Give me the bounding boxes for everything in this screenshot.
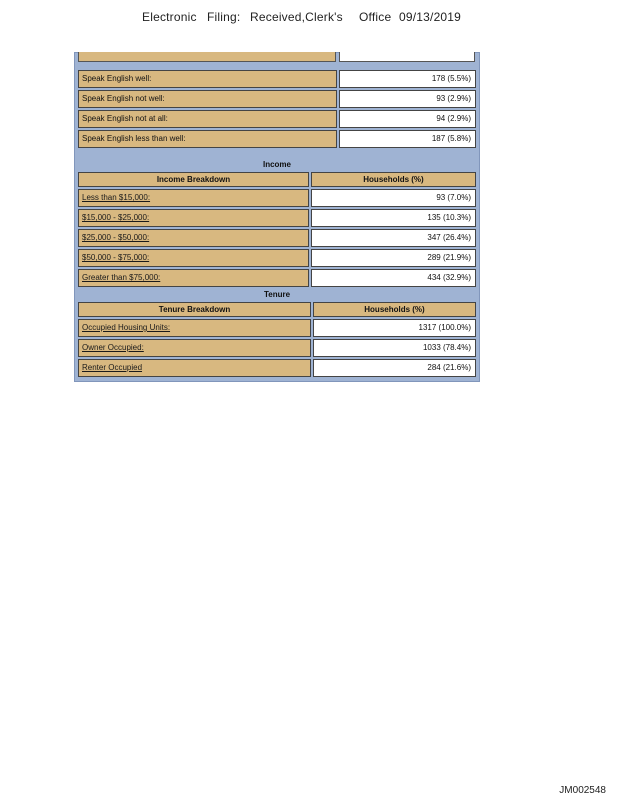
language-value: 178 (5.5%) — [339, 70, 476, 88]
tenure-value: 1317 (100.0%) — [313, 319, 476, 337]
clipped-row — [78, 52, 476, 63]
income-link[interactable]: Greater than $75,000: — [78, 269, 309, 287]
tenure-link[interactable]: Owner Occupied: — [78, 339, 311, 357]
tenure-value: 1033 (78.4%) — [313, 339, 476, 357]
income-value: 289 (21.9%) — [311, 249, 476, 267]
header-office: Office — [359, 10, 392, 24]
income-value: 135 (10.3%) — [311, 209, 476, 227]
header-date: 09/13/2019 — [399, 10, 462, 24]
language-value: 94 (2.9%) — [339, 110, 476, 128]
clipped-row-value — [339, 52, 475, 62]
tenure-value: 284 (21.6%) — [313, 359, 476, 377]
header-electronic: Electronic — [142, 10, 197, 24]
header-filing: Filing: — [207, 10, 241, 24]
language-label: Speak English not well: — [78, 90, 337, 108]
language-label: Speak English well: — [78, 70, 337, 88]
income-link[interactable]: $50,000 - $75,000: — [78, 249, 309, 267]
language-label: Speak English less than well: — [78, 130, 337, 148]
income-value: 434 (32.9%) — [311, 269, 476, 287]
tenure-breakdown-header: Tenure Breakdown — [78, 302, 311, 317]
income-breakdown-header: Income Breakdown — [78, 172, 309, 187]
tenure-section-title: Tenure — [263, 290, 291, 299]
income-link[interactable]: Less than $15,000: — [78, 189, 309, 207]
language-label: Speak English not at all: — [78, 110, 337, 128]
income-section-title: Income — [262, 160, 291, 169]
tenure-link[interactable]: Renter Occupied — [78, 359, 311, 377]
tenure-link[interactable]: Occupied Housing Units: — [78, 319, 311, 337]
income-households-header: Households (%) — [311, 172, 476, 187]
income-link[interactable]: $25,000 - $50,000: — [78, 229, 309, 247]
language-value: 187 (5.8%) — [339, 130, 476, 148]
income-value: 347 (26.4%) — [311, 229, 476, 247]
header-received: Received,Clerk's — [250, 10, 343, 24]
language-value: 93 (2.9%) — [339, 90, 476, 108]
tenure-households-header: Households (%) — [313, 302, 476, 317]
income-value: 93 (7.0%) — [311, 189, 476, 207]
income-link[interactable]: $15,000 - $25,000: — [78, 209, 309, 227]
document-id: JM002548 — [559, 785, 606, 796]
clipped-row-label — [78, 52, 336, 62]
